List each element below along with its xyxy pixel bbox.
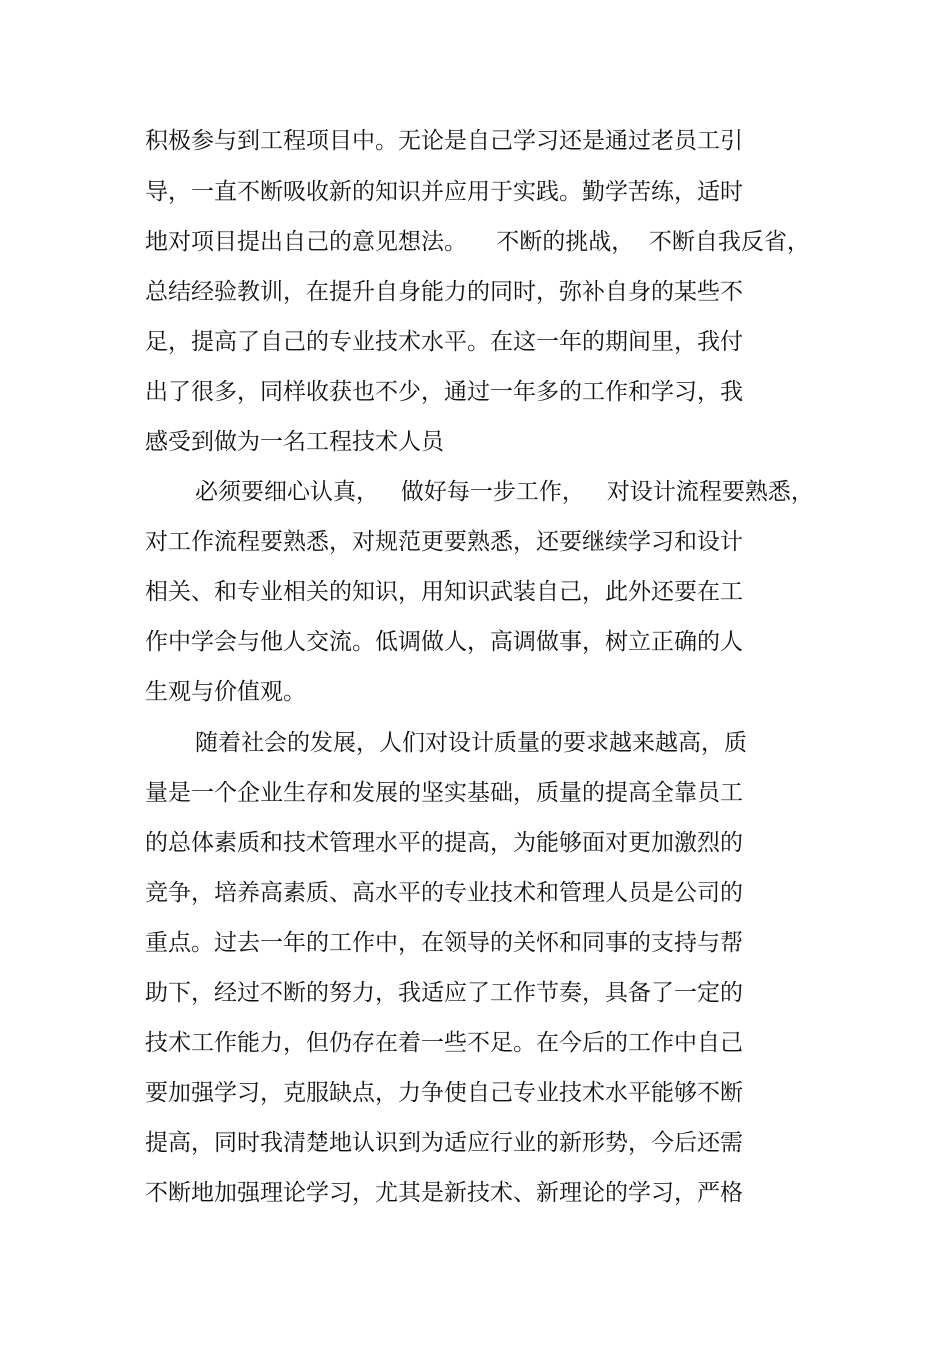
text-line: 出了很多，同样收获也不少，通过一年多的工作和学习，我 — [145, 379, 743, 405]
paragraph-first-line: 随着社会的发展，人们对设计质量的要求越来越高，质 — [195, 730, 747, 756]
text-line: 不断地加强理论学习，尤其是新技术、新理论的学习，严格 — [145, 1180, 743, 1206]
text-line: 总结经验教训，在提升自身能力的同时，弥补自身的某些不 — [145, 279, 743, 305]
text-line: 量是一个企业生存和发展的坚实基础，质量的提高全靠员工 — [145, 780, 743, 806]
text-line: 重点。过去一年的工作中，在领导的关怀和同事的支持与帮 — [145, 930, 743, 956]
text-line: 要加强学习，克服缺点，力争使自己专业技术水平能够不断 — [145, 1080, 743, 1106]
text-line: 的总体素质和技术管理水平的提高，为能够面对更加激烈的 — [145, 830, 743, 856]
text-line: 导，一直不断吸收新的知识并应用于实践。勤学苦练，适时 — [145, 179, 743, 205]
text-line: 竞争，培养高素质、高水平的专业技术和管理人员是公司的 — [145, 880, 743, 906]
text-line: 对工作流程要熟悉，对规范更要熟悉，还要继续学习和设计 — [145, 529, 743, 555]
text-line: 助下，经过不断的努力，我适应了工作节奏，具备了一定的 — [145, 980, 743, 1006]
text-line: 作中学会与他人交流。低调做人，高调做事，树立正确的人 — [145, 629, 743, 655]
text-line: 积极参与到工程项目中。无论是自己学习还是通过老员工引 — [145, 128, 743, 154]
text-line: 足，提高了自己的专业技术水平。在这一年的期间里，我付 — [145, 329, 743, 355]
text-line: 提高，同时我清楚地认识到为适应行业的新形势，今后还需 — [145, 1130, 743, 1156]
text-line: 技术工作能力，但仍存在着一些不足。在今后的工作中自己 — [145, 1030, 743, 1056]
text-line: 相关、和专业相关的知识，用知识武装自己，此外还要在工 — [145, 579, 743, 605]
paragraph-first-line: 必须要细心认真， 做好每一步工作， 对设计流程要熟悉， — [195, 479, 814, 505]
text-line: 感受到做为一名工程技术人员 — [145, 429, 444, 455]
text-line: 地对项目提出自己的意见想法。 不断的挑战， 不断自我反省， — [145, 229, 810, 255]
text-line: 生观与价值观。 — [145, 679, 306, 705]
